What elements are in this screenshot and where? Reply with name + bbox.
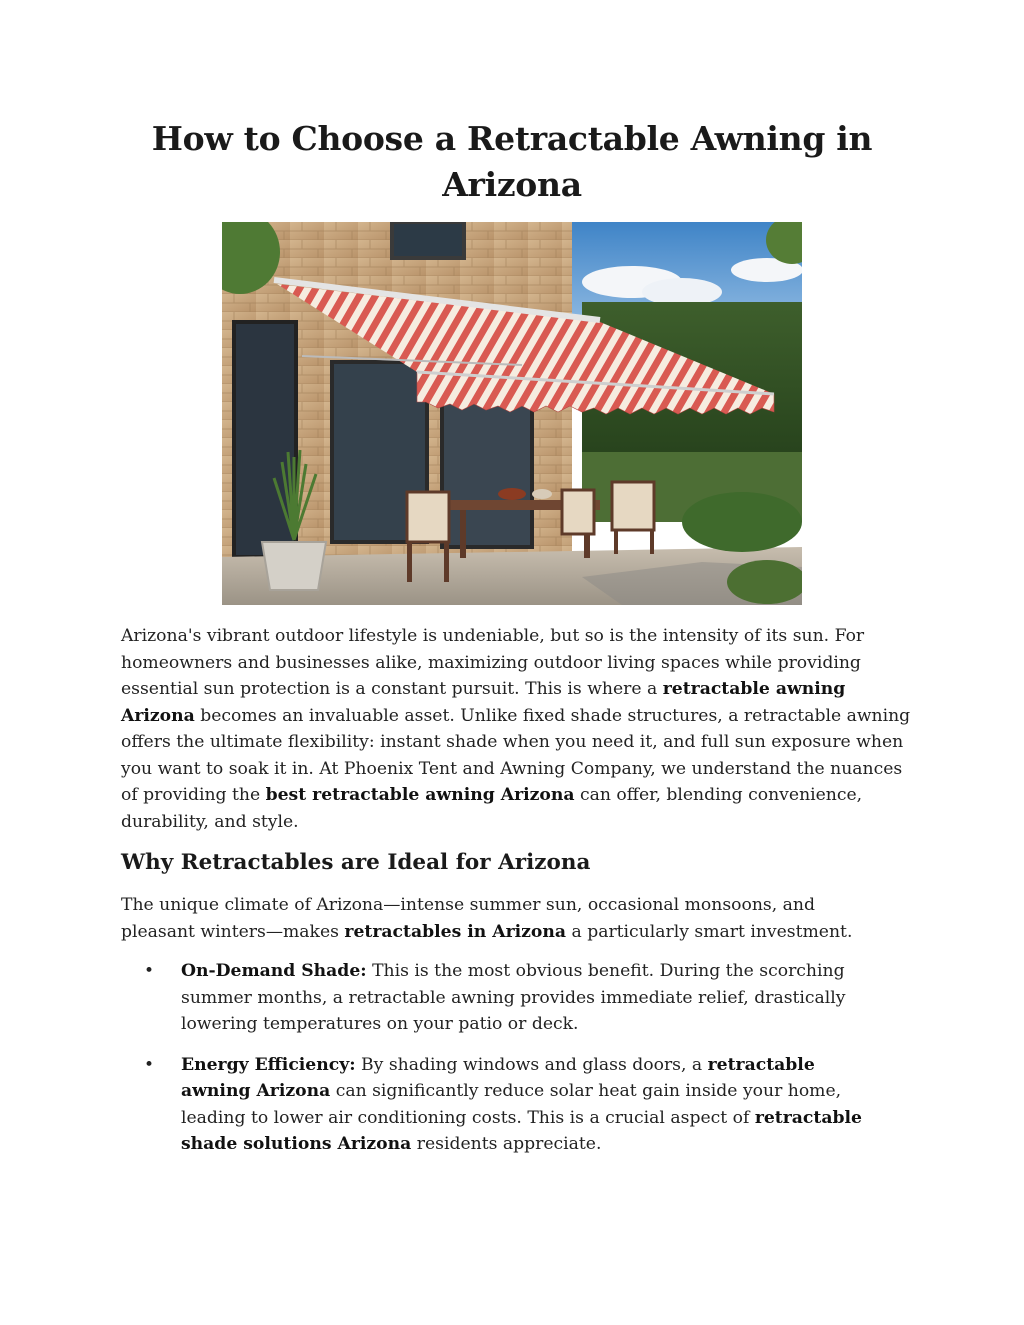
intro-text: becomes an invaluable asset. Unlike fixed shade structures, a retractable awning offers the ultimate flexibility: instant shade when you need it, and full sun exposure when you want to soak it in. At Phoenix Tent and Awning Company, we understand the nuances of providing the [121,705,911,805]
list-item-text: This is the most obvious benefit. During the scorching summer months, a retractable awning provides immediate relief, drastically lowering temperatures on your patio or deck. [181,961,846,1034]
section-paragraph [121,892,891,945]
keyword-retractable-awning-arizona: retractable awning Arizona [181,1054,815,1101]
keyword-retractables-in-arizona: retractables in Arizona [344,921,567,942]
benefits-list [121,958,881,1172]
list-item-label: On-Demand Shade: [181,961,367,981]
intro-text: can offer, blending convenience, durability, and style. [121,785,863,832]
bullet-icon: • [144,961,155,981]
section-heading: Why Retractables are Ideal for Arizona [121,850,591,875]
bullet-icon: • [144,1054,155,1075]
patio-awning-illustration [222,222,802,605]
section-text: The unique climate of Arizona—intense summer sun, occasional monsoons, and pleasant winters—makes [121,895,815,942]
list-item-text: residents appreciate. [411,1134,602,1154]
list-item [121,958,881,1038]
intro-paragraph [121,623,911,835]
intro-text: Arizona's vibrant outdoor lifestyle is undeniable, but so is the intensity of its sun. For homeowners and businesses alike, maximizing outdoor living spaces while providing essential sun protection is a constant pursuit. This is where a [121,626,865,699]
keyword-retractable-awning-arizona: retractable awning Arizona [121,679,846,726]
list-item-label: Energy Efficiency: [181,1054,356,1075]
hero-image [222,222,802,605]
section-text: a particularly smart investment. [566,921,853,942]
list-item [121,1052,881,1158]
keyword-best-retractable-awning-arizona: best retractable awning Arizona [265,785,575,805]
list-item-text: can significantly reduce solar heat gain inside your home, leading to lower air conditioning costs. This is a crucial aspect of [181,1081,842,1128]
page-title: How to Choose a Retractable Awning in Arizona [151,119,873,204]
keyword-retractable-shade-solutions: retractable shade solutions Arizona [181,1107,862,1154]
list-item-text: By shading windows and glass doors, a [355,1054,708,1075]
